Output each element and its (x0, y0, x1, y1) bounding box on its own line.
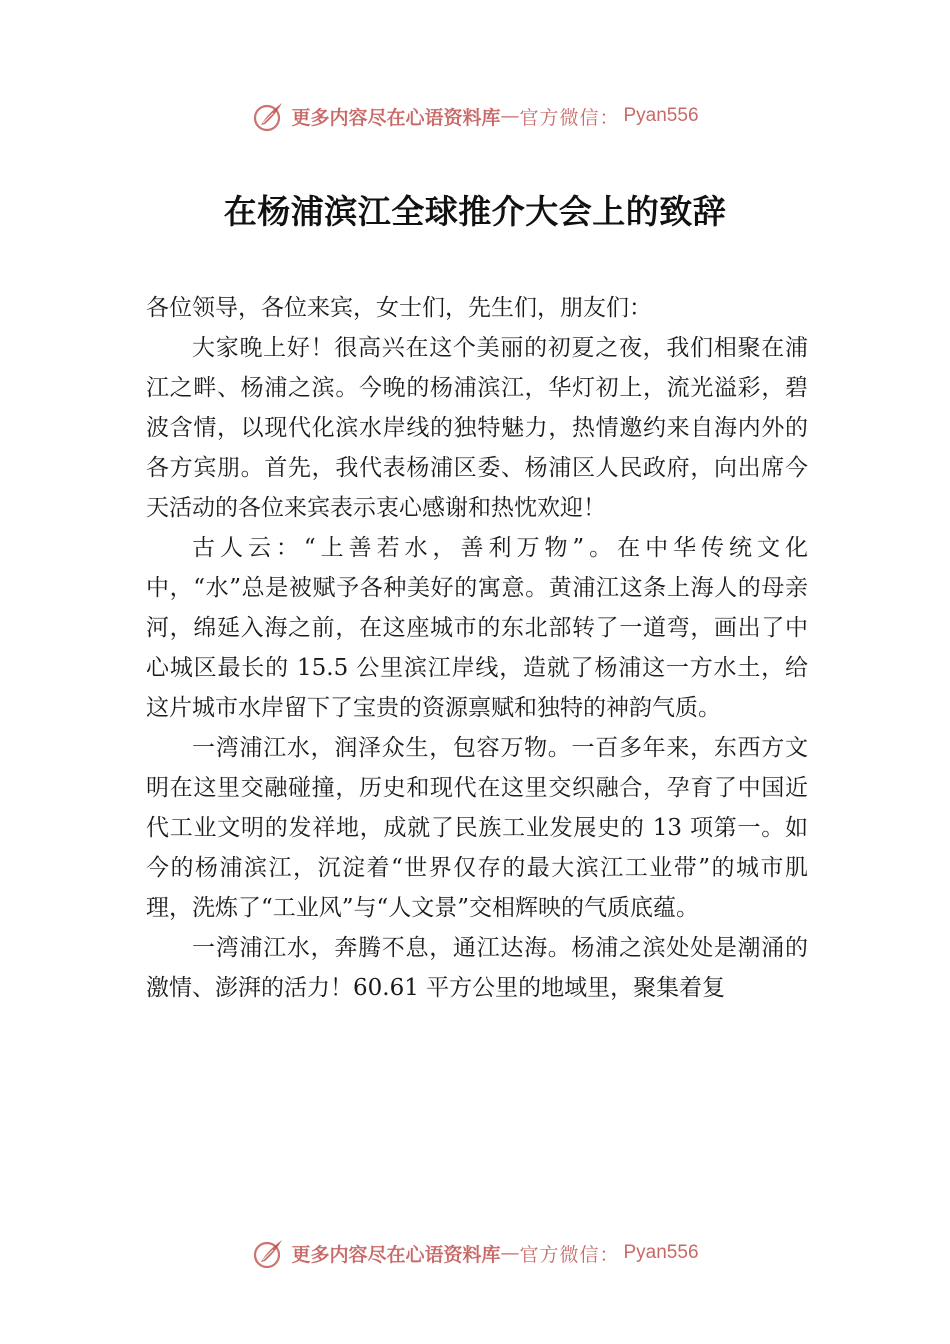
document-body (146, 288, 808, 1008)
watermark-dash: — (500, 105, 520, 127)
paragraph-4: 一湾浦江水，奔腾不息，通江达海。杨浦之滨处处是潮涌的激情、澎湃的活力！60.61 平方公里的地域里，聚集着复 (146, 935, 808, 1001)
watermark-brand: 更多内容尽在心语资料库 (291, 106, 501, 129)
watermark-label: 官方微信： (519, 106, 620, 129)
document-title: 在杨浦滨江全球推介大会上的致辞 (223, 192, 727, 231)
watermark-label: 官方微信： (519, 1243, 620, 1266)
watermark-dash: — (500, 1242, 520, 1264)
header-watermark (0, 96, 950, 136)
paragraph-3: 一湾浦江水，润泽众生，包容万物。一百多年来，东西方文明在这里交融碰撞，历史和现代在这里交织融合，孕育了中国近代工业文明的发祥地，成就了民族工业发展史的 13 项第一。如今的杨浦滨江，沉淀着“世界仅存的最大滨江工业带”的城市肌理，洗炼了“工业风”与“人文景”交相辉映的气质底蕴。 (146, 735, 808, 921)
pen-quill-logo-icon (251, 98, 287, 134)
watermark-brand: 更多内容尽在心语资料库 (291, 1243, 501, 1266)
watermark-account: Pyan556 (623, 1242, 699, 1263)
salutation: 各位领导，各位来宾，女士们，先生们，朋友们： (146, 295, 652, 321)
footer-watermark (0, 1233, 950, 1273)
pen-quill-logo-icon (251, 1235, 287, 1271)
watermark-account: Pyan556 (623, 105, 699, 126)
paragraph-2: 古人云：“上善若水，善利万物”。在中华传统文化中，“水”总是被赋予各种美好的寓意。黄浦江这条上海人的母亲河，绵延入海之前，在这座城市的东北部转了一道弯，画出了中心城区最长的 15.5 公里滨江岸线，造就了杨浦这一方水土，给这片城市水岸留下了宝贵的资源禀赋和独特的神韵气质。 (146, 535, 808, 721)
paragraph-1: 大家晚上好！很高兴在这个美丽的初夏之夜，我们相聚在浦江之畔、杨浦之滨。今晚的杨浦滨江，华灯初上，流光溢彩，碧波含情，以现代化滨水岸线的独特魅力，热情邀约来自海内外的各方宾朋。首先，我代表杨浦区委、杨浦区人民政府，向出席今天活动的各位来宾表示衷心感谢和热忱欢迎！ (146, 335, 808, 521)
